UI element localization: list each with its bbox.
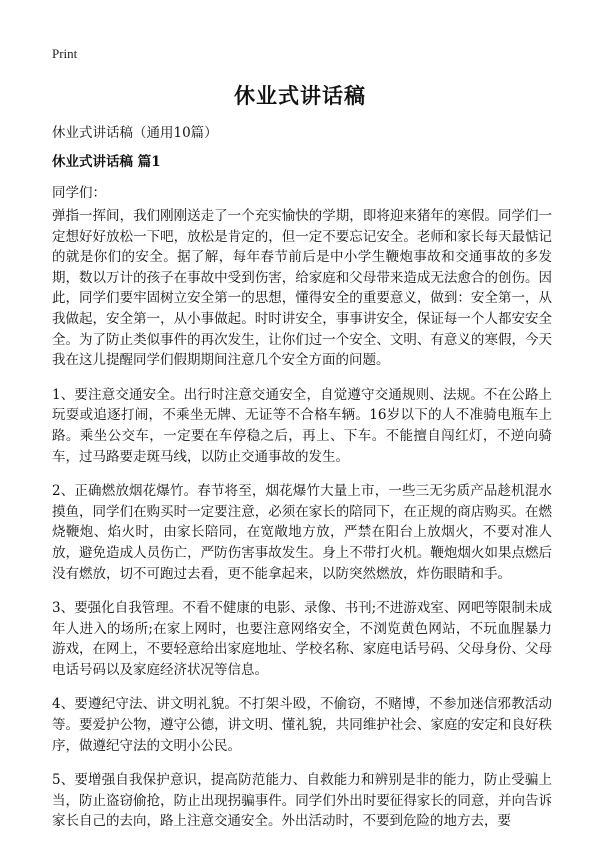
document-subtitle: 休业式讲话稿（通用10篇） xyxy=(52,125,218,141)
paragraph-intro: 弹指一挥间，我们刚刚送走了一个充实愉快的学期，即将迎来猪年的寒假。同学们一定想好好放松一下吧，放松是肯定的，但一定不要忘记安全。老师和家长每天最惦记的就是你们的安全。据了解，每年春节前后是中小学生鞭炮事故和交通事故的多发期，数以万计的孩子在事故中受到伤害，给家庭和父母带来造成无法愈合的创伤。因此，同学们要牢固树立安全第一的思想，懂得安全的重要意义，做到：安全第一，从我做起，安全第一，从小事做起。时时讲安全，事事讲安全，保证每一个人都安安全全。为了防止类似事件的再次发生，让你们过一个安全、文明、有意义的寒假，今天我在这儿提醒同学们假期期间注意几个安全方面的问题。 xyxy=(52,208,552,369)
paragraph-traffic-safety: 1、要注意交通安全。出行时注意交通安全，自觉遵守交通规则、法规。不在公路上玩耍或追逐打闹，不乘坐无牌、无证等不合格车辆。16岁以下的人不准骑电瓶车上路。乘坐公交车，一定要在车停稳之后，再上、下车。不能擅自闯红灯，不逆向骑车，过马路要走斑马线，以防止交通事故的发生。 xyxy=(52,386,552,465)
print-link[interactable]: Print xyxy=(52,46,78,61)
paragraph-self-management: 3、要强化自我管理。不看不健康的电影、录像、书刊;不进游戏室、网吧等限制未成年人进入的场所;在家上网时，也要注意网络安全，不浏览黄色网站，不玩血腥暴力游戏，在网上，不要轻意给出家庭地址、学校名称、家庭电话号码、父母身份、父母电话号码以及家庭经济状况等信息。 xyxy=(52,600,552,678)
paragraph-fireworks-safety: 2、正确燃放烟花爆竹。春节将至，烟花爆竹大量上市，一些三无劣质产品趁机混水摸鱼，同学们在购买时一定要注意，必须在家长的陪同下，在正规的商店购买。在燃烧鞭炮、焰火时，由家长陪同，在宽敞地方放，严禁在阳台上放烟火，不要对准人放，避免造成人员伤亡，严防伤害事故发生。身上不带打火机。鞭炮烟火如果点燃后没有燃放，切不可跑过去看，更不能拿起来，以防突然燃放，炸伤眼睛和手。 xyxy=(52,483,552,582)
paragraph-law-and-manners: 4、要遵纪守法、讲文明礼貌。不打架斗殴，不偷窃，不赌博，不参加迷信邪教活动等。要爱护公物，遵守公德，讲文明、懂礼貌，共同维护社会、家庭的安定和良好秩序，做遵纪守法的文明小公民。 xyxy=(52,696,552,754)
paragraph-self-protection: 5、要增强自我保护意识，提高防范能力、自救能力和辨别是非的能力，防止受骗上当，防止盗窃偷抢，防止出现拐骗事件。同学们外出时要征得家长的同意，并向告诉家长自己的去向，路上注意交通安全。外出活动时，不要到危险的地方去，要 xyxy=(52,772,552,830)
document-body xyxy=(52,206,552,846)
section-heading: 休业式讲话稿 篇1 xyxy=(52,154,161,170)
document-title: 休业式讲话稿 xyxy=(234,83,366,108)
greeting: 同学们： xyxy=(52,185,106,201)
